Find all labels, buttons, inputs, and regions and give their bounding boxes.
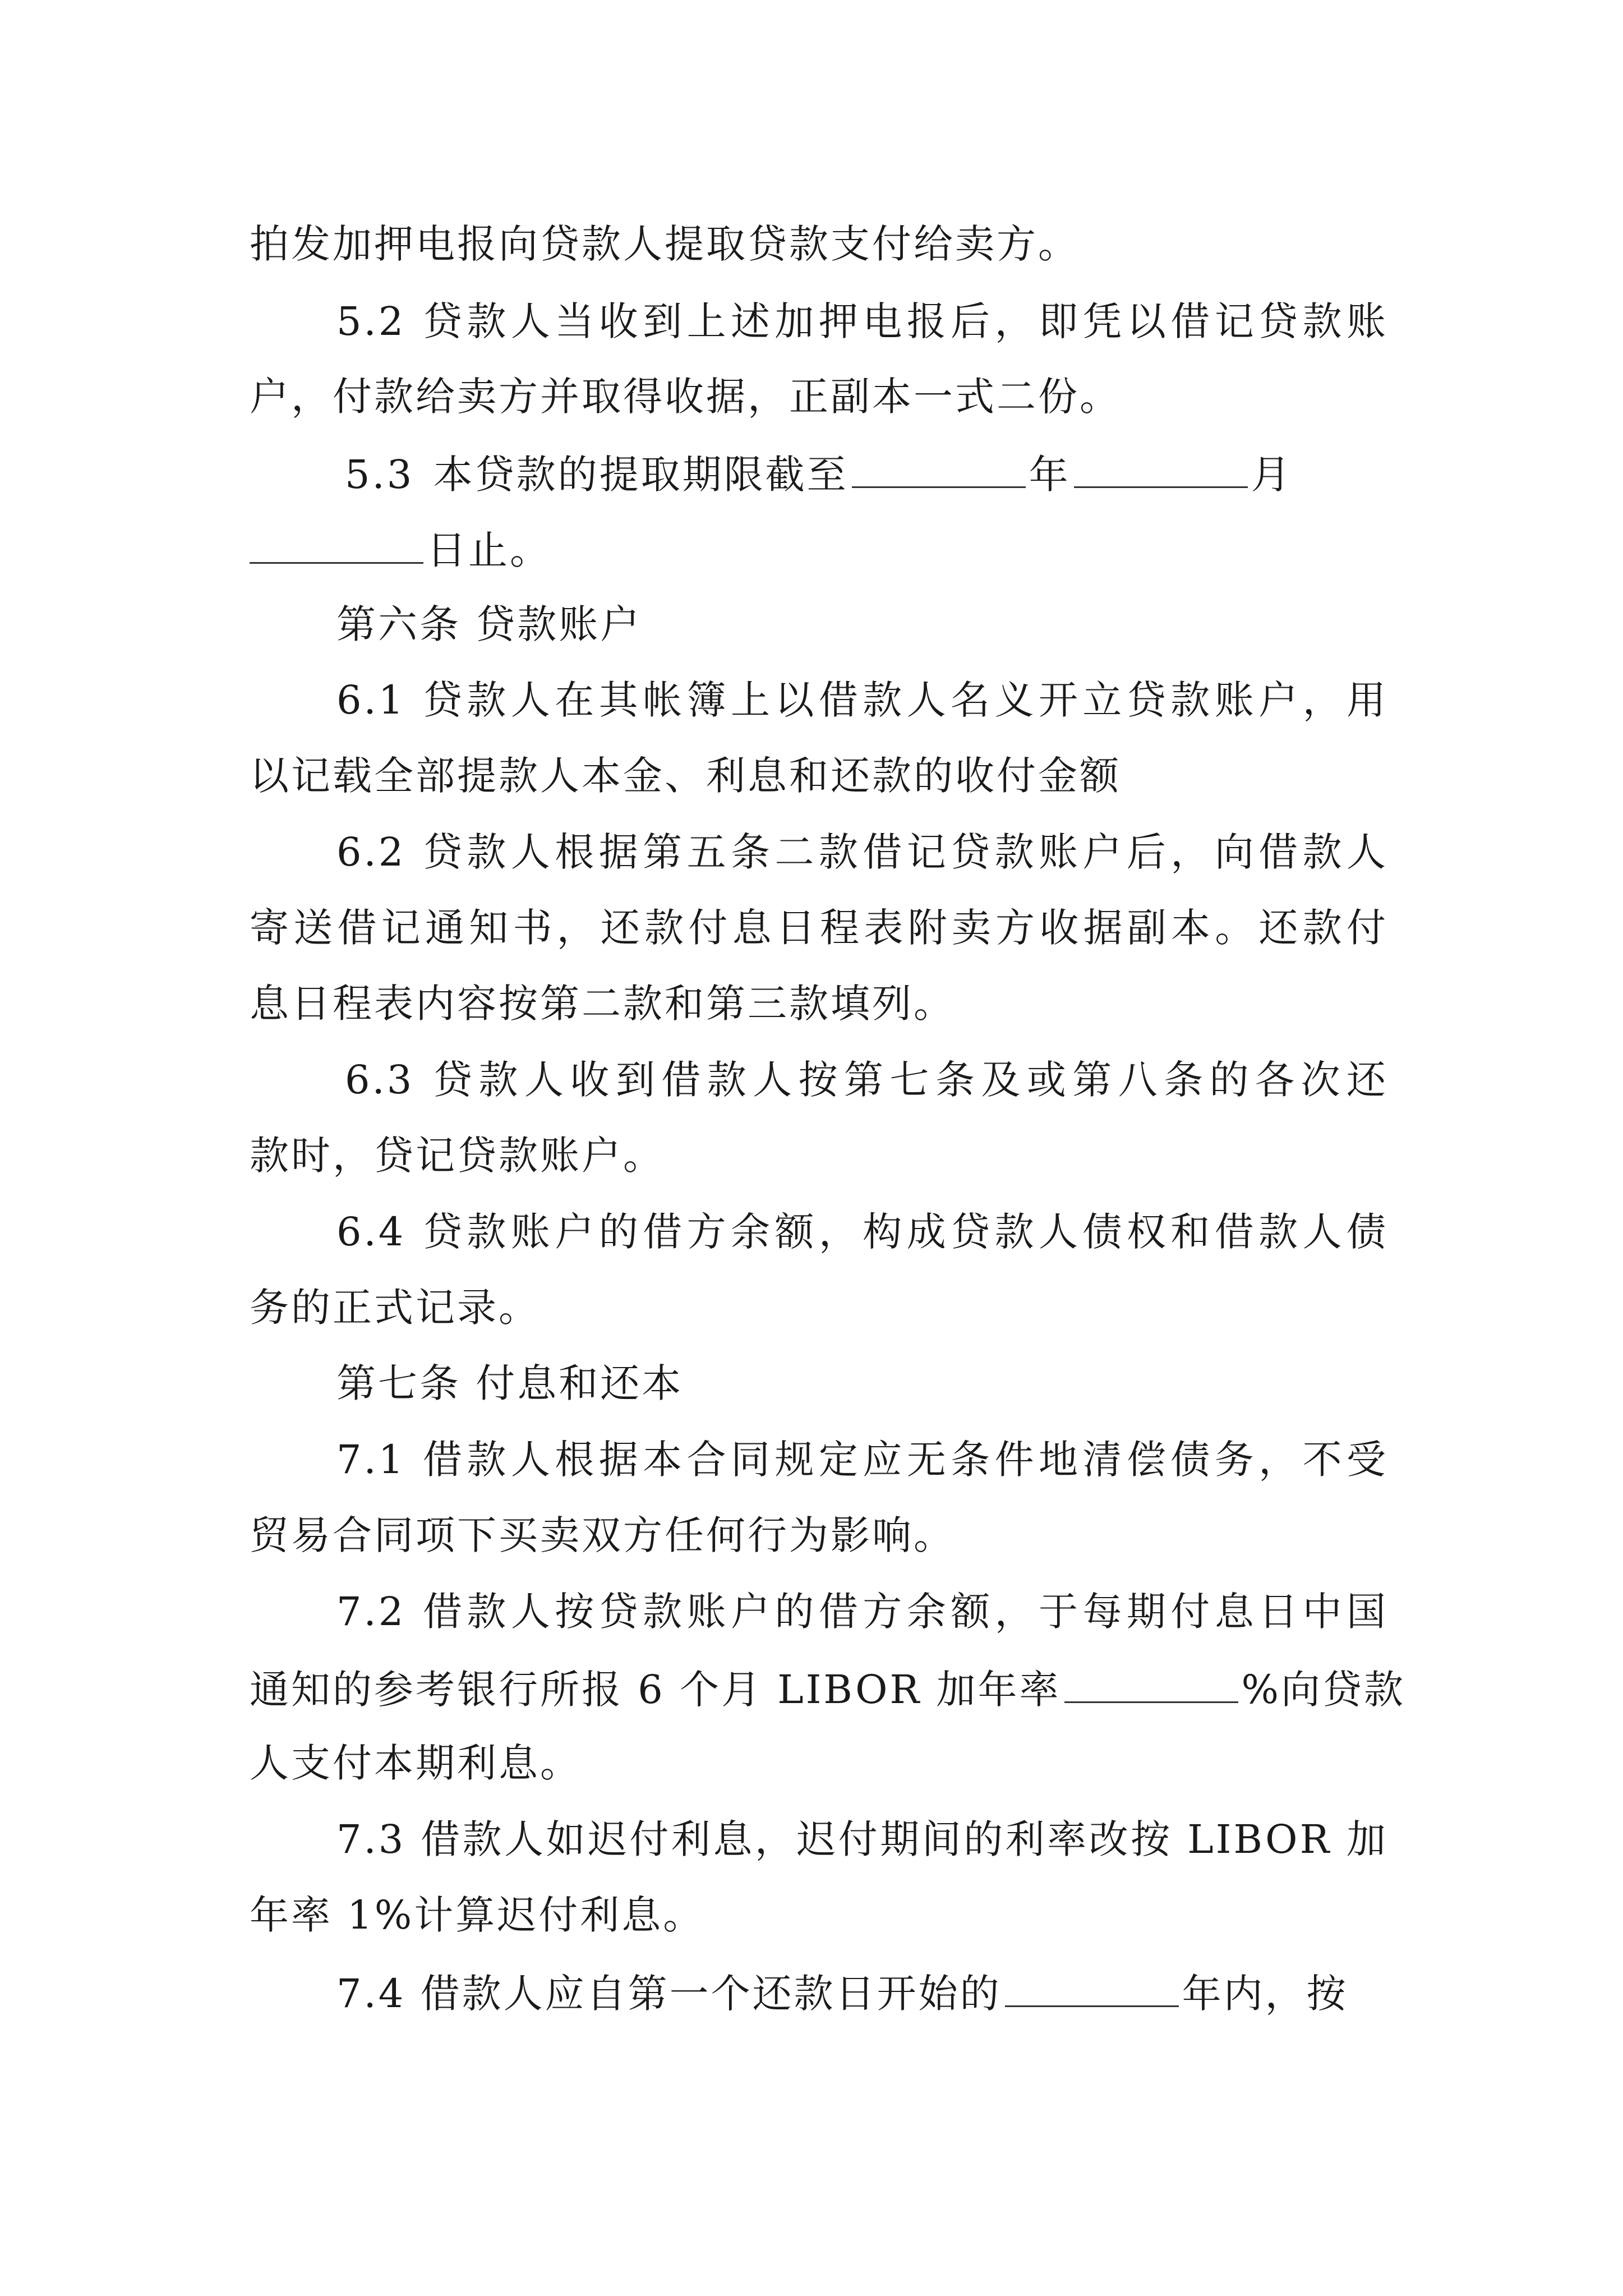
paragraph-line: 贸易合同项下买卖双方任何行为影响。 (250, 1512, 955, 1558)
paragraph-line: 寄送借记通知书，还款付息日程表附卖方收据副本。还款付 (250, 905, 1388, 951)
clause-7-3-line: 7.3 借款人如迟付利息，迟付期间的利率改按 LIBOR 加 (336, 1816, 1388, 1862)
article-7-heading: 第七条 付息和还本 (336, 1360, 684, 1406)
clause-text: 通知的参考银行所报 6 个月 LIBOR 加年率 (250, 1667, 1061, 1713)
year-label: 年 (1029, 452, 1071, 498)
paragraph-line: 年率 1%计算迟付利息。 (250, 1892, 705, 1938)
rate-blank (1064, 1662, 1238, 1703)
clause-7-4-line (336, 1966, 1388, 2017)
clause-7-2-line: 7.2 借款人按贷款账户的借方余额，于每期付息日中国 (336, 1589, 1388, 1635)
clause-6-1-line: 6.1 贷款人在其帐簿上以借款人名义开立贷款账户，用 (336, 677, 1388, 723)
clause-text: 7.4 借款人应自第一个还款日开始的 (336, 1971, 1002, 2017)
clause-5-3-line (345, 447, 1388, 498)
paragraph-line (250, 1662, 1406, 1713)
clause-text: 5.3 本贷款的提取期限截至 (345, 452, 849, 498)
clause-6-2-line: 6.2 贷款人根据第五条二款借记贷款账户后，向借款人 (336, 829, 1388, 875)
paragraph-line: 务的正式记录。 (250, 1285, 540, 1331)
day-label: 日止。 (427, 527, 551, 573)
years-blank (1005, 1966, 1179, 2007)
month-label: 月 (1251, 452, 1293, 498)
paragraph-line: 人支付本期利息。 (250, 1740, 582, 1786)
paragraph-line (250, 523, 1388, 573)
paragraph-line: 息日程表内容按第二款和第三款填列。 (250, 981, 955, 1027)
day-blank (250, 523, 423, 564)
clause-text: %向贷款 (1241, 1667, 1406, 1713)
year-blank (852, 447, 1026, 488)
clause-5-2-line: 5.2 贷款人当收到上述加押电报后，即凭以借记贷款账 (336, 298, 1388, 344)
article-6-heading: 第六条 贷款账户 (336, 601, 642, 647)
clause-text: 年内，按 (1182, 1971, 1348, 2017)
month-blank (1074, 447, 1248, 488)
clause-7-1-line: 7.1 借款人根据本合同规定应无条件地清偿债务，不受 (336, 1437, 1388, 1483)
paragraph-line: 拍发加押电报向贷款人提取贷款支付给卖方。 (250, 221, 1080, 267)
clause-6-4-line: 6.4 贷款账户的借方余额，构成贷款人债权和借款人债 (336, 1209, 1388, 1255)
clause-6-3-line: 6.3 贷款人收到借款人按第七条及或第八条的各次还 (345, 1057, 1388, 1103)
paragraph-line: 以记载全部提款人本金、利息和还款的收付金额 (250, 753, 1121, 799)
paragraph-line: 款时，贷记贷款账户。 (250, 1133, 665, 1179)
paragraph-line: 户，付款给卖方并取得收据，正副本一式二份。 (250, 374, 1121, 420)
